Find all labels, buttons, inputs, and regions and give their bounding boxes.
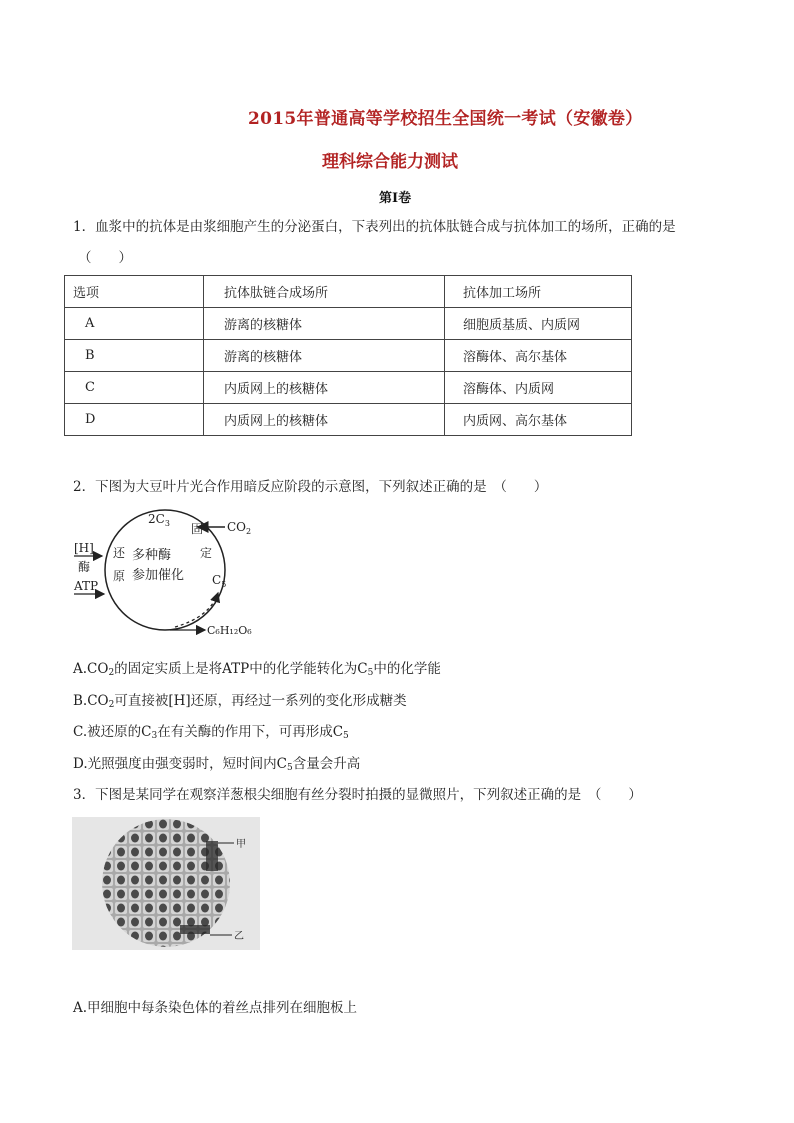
table-row (65, 372, 632, 404)
co2-label: $CO_2$ (227, 520, 252, 536)
fix-char-1: 固 (191, 522, 204, 536)
h-label: [H] (74, 541, 94, 555)
reduce-char-2: 原 (113, 569, 126, 583)
yi-label: 乙 (234, 931, 244, 942)
table-header-row (65, 276, 632, 308)
reduce-char-1: 还 (113, 546, 126, 560)
glucose-label: C₆H₁₂O₆ (207, 624, 252, 637)
exam-subtitle: 理科综合能力测试 (322, 152, 458, 172)
table-cell: A (65, 308, 204, 340)
table-header-cell: 抗体加工场所 (445, 276, 632, 308)
microscope-photo (72, 817, 260, 950)
section-heading: 第I卷 (379, 191, 412, 206)
question-2-option-a: $A.CO_2$的固定实质上是将ATP中的化学能转化为$C_5$中的化学能 (73, 661, 441, 678)
question-2-option-c: C.被还原的$C_3$在有关酶的作用下，可再形成$C_5$ (73, 724, 349, 741)
center-text-2: 参加催化 (132, 568, 185, 583)
table-row (65, 308, 632, 340)
cell-field (102, 819, 230, 947)
question-2-option-b: $B.CO_2$可直接被[H]还原，再经过一系列的变化形成糖类 (73, 693, 407, 710)
table-row (65, 404, 632, 436)
table-cell: 细胞质基质、内质网 (445, 308, 632, 340)
center-text-1: 多种酶 (132, 548, 172, 563)
table-cell: B (65, 340, 204, 372)
question-1-table (64, 275, 632, 436)
table-cell: 内质网、高尔基体 (445, 404, 632, 436)
exam-title: 2015年普通高等学校招生全国统一考试（安徽卷） (248, 109, 643, 129)
table-cell: D (65, 404, 204, 436)
dark-reaction-diagram (70, 505, 260, 645)
table-cell: 溶酶体、高尔基体 (445, 340, 632, 372)
question-3-stem: 3．下图是某同学在观察洋葱根尖细胞有丝分裂时拍摄的显微照片，下列叙述正确的是 （ ） (73, 787, 642, 803)
table-row (65, 340, 632, 372)
table-cell: 内质网上的核糖体 (204, 372, 445, 404)
cell-yi (180, 925, 210, 934)
table-cell: 游离的核糖体 (204, 340, 445, 372)
table-cell: C (65, 372, 204, 404)
c5-label: $C_5$ (212, 573, 227, 589)
table-header-cell: 抗体肽链合成场所 (204, 276, 445, 308)
table-cell: 溶酶体、内质网 (445, 372, 632, 404)
question-1-stem: 1．血浆中的抗体是由浆细胞产生的分泌蛋白，下表列出的抗体肽链合成与抗体加工的场所，正确的是 (73, 219, 676, 235)
table-cell: 内质网上的核糖体 (204, 404, 445, 436)
enzyme-label: 酶 (78, 560, 91, 574)
question-1-paren: （ ） (78, 250, 132, 266)
c3-label: $2C_3$ (148, 512, 170, 528)
fix-char-2: 定 (200, 546, 213, 560)
question-2-option-d: D.光照强度由强变弱时，短时间内$C_5$含量会升高 (73, 756, 361, 773)
question-2-stem: 2．下图为大豆叶片光合作用暗反应阶段的示意图，下列叙述正确的是 （ ） (73, 479, 548, 495)
question-3-option-a: A.甲细胞中每条染色体的着丝点排列在细胞板上 (73, 1000, 358, 1016)
table-cell: 游离的核糖体 (204, 308, 445, 340)
cell-jia (206, 841, 218, 871)
atp-label: ATP (74, 579, 99, 593)
table-header-cell: 选项 (65, 276, 204, 308)
jia-label: 甲 (236, 839, 246, 850)
